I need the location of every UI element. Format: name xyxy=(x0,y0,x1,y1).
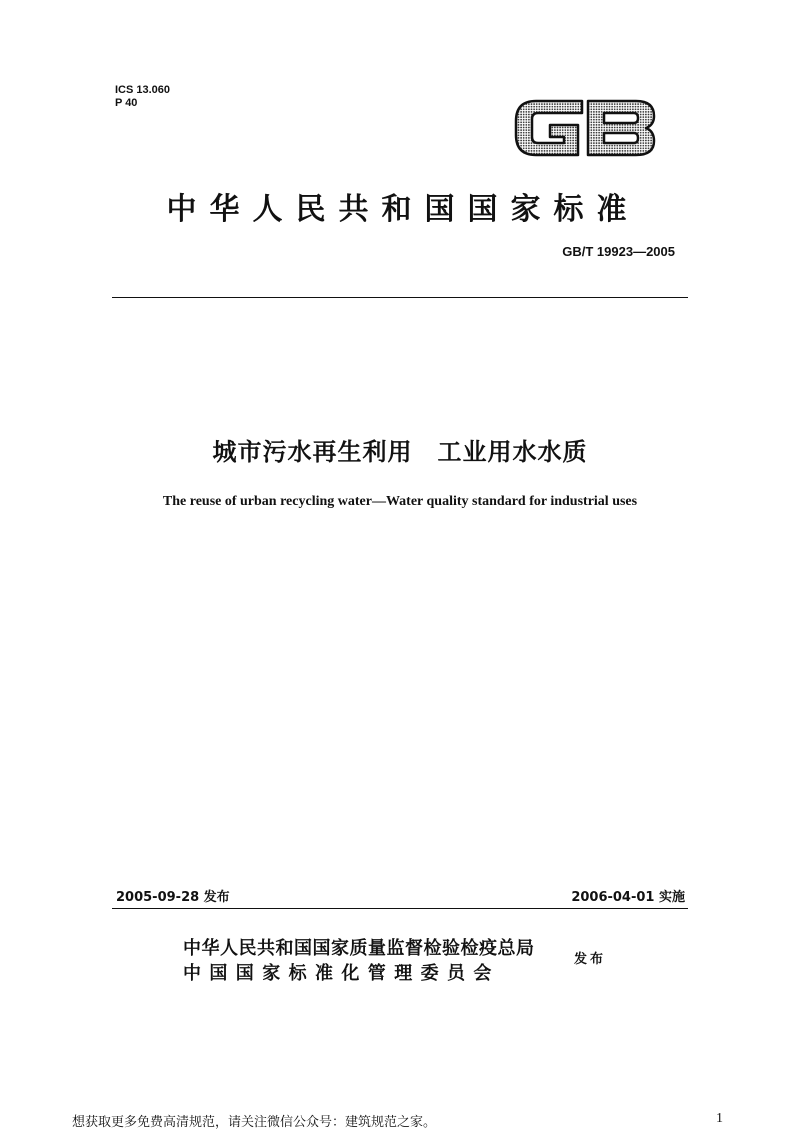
header-divider xyxy=(112,297,688,298)
document-title-english: The reuse of urban recycling water—Water quality standard for industrial uses xyxy=(162,494,638,509)
issue-date: 2005-09-28 发布 xyxy=(116,890,230,905)
classification-block xyxy=(115,84,170,110)
issuer-sac: 中国国家标准化管理委员会 xyxy=(183,963,500,984)
page-number: 1 xyxy=(716,1111,723,1126)
issuer-aqsiq: 中华人民共和国国家质量监督检验检疫总局 xyxy=(183,938,535,959)
publish-label: 发布 xyxy=(574,952,607,967)
footer-note: 想获取更多免费高清规范，请关注微信公众号：建筑规范之家。 xyxy=(72,1115,437,1130)
ccs-code: P 40 xyxy=(115,97,138,109)
standard-code: GB/T 19923—2005 xyxy=(562,244,675,259)
footer-divider xyxy=(112,908,688,909)
document-title-chinese: 城市污水再生利用 工业用水水质 xyxy=(212,438,588,466)
ics-code: ICS 13.060 xyxy=(115,84,171,96)
effective-date: 2006-04-01 实施 xyxy=(571,890,685,905)
gb-logo xyxy=(512,95,658,161)
standard-title: 中华人民共和国国家标准 xyxy=(166,192,640,227)
